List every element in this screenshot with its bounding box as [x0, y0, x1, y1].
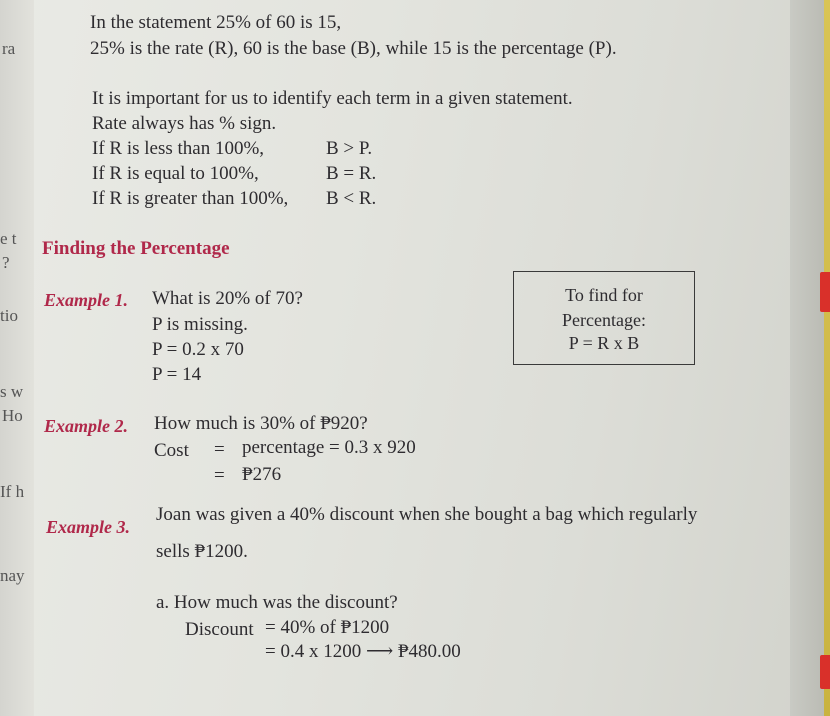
example-step: P is missing.: [152, 314, 248, 335]
example-step: P = 14: [152, 364, 202, 385]
example-question: What is 20% of 70?: [152, 288, 303, 309]
margin-fragment: s w: [0, 382, 24, 401]
rules-line: It is important for us to identify each term in a given statement.: [92, 88, 573, 109]
margin-fragment: ?: [2, 253, 10, 272]
margin-fragment: Ho: [2, 406, 23, 425]
rule-result: B = R.: [326, 163, 377, 184]
rule-result: B > P.: [326, 138, 373, 159]
example-question: sells ₱1200.: [156, 541, 248, 562]
formula-box-formula: P = R x B: [568, 333, 640, 353]
book-edge-strip: [824, 0, 830, 716]
intro-line: 25% is the rate (R), 60 is the base (B), while 15 is the percentage (P).: [90, 38, 617, 59]
formula-box-line: Percentage:: [562, 310, 646, 330]
rule-condition: If R is less than 100%,: [92, 138, 265, 159]
example-step-rhs: ₱276: [242, 464, 282, 485]
example-label: Example 2.: [44, 416, 128, 436]
margin-fragment: e t: [0, 229, 17, 248]
example-step-rhs: = 40% of ₱1200: [265, 617, 390, 638]
intro-line: In the statement 25% of 60 is 15,: [90, 12, 342, 33]
margin-fragment: nay: [0, 566, 25, 585]
example-question: How much is 30% of ₱920?: [154, 413, 368, 434]
example-label: Example 3.: [46, 517, 130, 537]
page-tab-marker: [820, 272, 830, 312]
margin-fragment: ra: [2, 39, 16, 58]
example-step-rhs: = 0.4 x 1200 ⟶ ₱480.00: [265, 641, 461, 662]
example-step-equals: =: [214, 439, 225, 460]
formula-box: [513, 271, 695, 365]
page-tab-marker: [820, 655, 830, 689]
margin-fragment: If h: [0, 482, 25, 501]
example-step-lhs: Cost: [154, 440, 189, 461]
rules-line: Rate always has % sign.: [92, 113, 277, 134]
formula-box-line: To find for: [565, 285, 643, 305]
example-step-equals: =: [214, 465, 225, 486]
section-heading: Finding the Percentage: [42, 238, 230, 259]
example-part-question: a. How much was the discount?: [156, 592, 398, 613]
margin-fragment: tio: [0, 306, 18, 325]
example-step-lhs: Discount: [185, 619, 254, 640]
rule-condition: If R is greater than 100%,: [92, 188, 289, 209]
example-label: Example 1.: [44, 290, 128, 310]
rule-condition: If R is equal to 100%,: [92, 163, 259, 184]
previous-page-edge: [0, 0, 34, 716]
rule-result: B < R.: [326, 188, 377, 209]
example-step-rhs: percentage = 0.3 x 920: [242, 437, 416, 458]
example-step: P = 0.2 x 70: [152, 339, 244, 360]
example-question: Joan was given a 40% discount when she bought a bag which regularly: [156, 504, 698, 525]
